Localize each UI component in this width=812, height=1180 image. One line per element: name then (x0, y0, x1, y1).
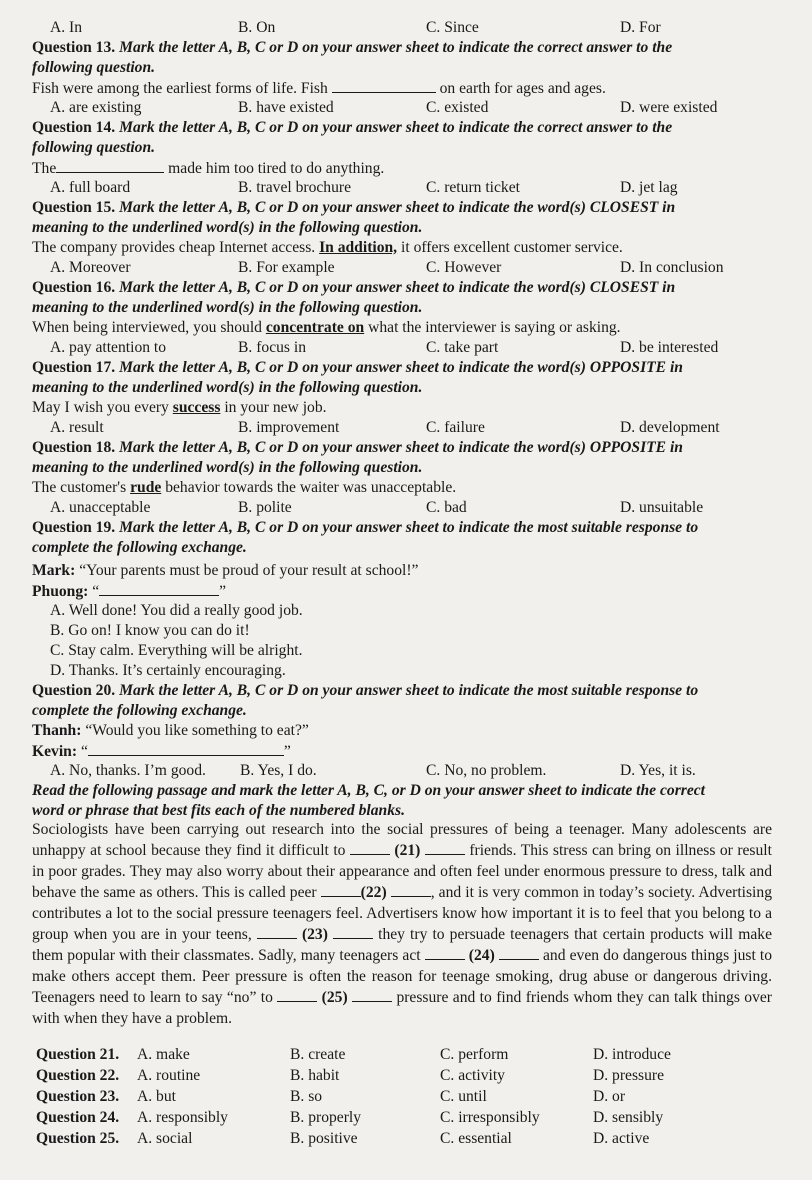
q13-option-b: B. have existed (238, 99, 334, 116)
q15-instruction: Question 15. Mark the letter A, B, C or D on your answer sheet to indicate the word(s) CLOSEST in (32, 199, 676, 216)
q17-option-d: D. development (620, 419, 720, 436)
reading-passage: Sociologists have been carrying out research into the social pressures of being a teenager. Many adolescents are unhappy at school because they find it difficult to (21) friends. This stress can bring on illness or result in poor grades. They may also worry about their appearance and often feel under enormous pressure to dress, talk and behave the same as others. This is called peer (22) , and it is very common in today’s society. Advertising contributes a lot to the social pressure teenagers feel. Advertisers know how important it is to feel that you belong to a group when you are in your teens, (23) they try to persuade teenagers that certain products will make them popular with their classmates. Sadly, many teenagers act (24) and even do dangerous things just to make others accept them. Peer pressure is often the reason for teenage smoking, drug abuse or dangerous driving. Teenagers need to learn to say “no” to (25) pressure and to find friends whom they can talk things over with when they have a problem. (32, 821, 773, 1027)
q16-instruction-cont: meaning to the underlined word(s) in the following question. (32, 299, 423, 316)
q19-instruction: Question 19. Mark the letter A, B, C or D on your answer sheet to indicate the most suitable response to (32, 519, 699, 536)
q19-option-a: A. Well done! You did a really good job. (50, 602, 303, 619)
blank-24: (24) (468, 947, 495, 965)
q16-option-a: A. pay attention to (50, 339, 167, 356)
q12-option-c: C. Since (426, 19, 479, 36)
q13-option-d: D. were existed (620, 99, 718, 116)
q14-stem: The made him too tired to do anything. (32, 160, 385, 177)
q14-option-d: D. jet lag (620, 179, 678, 196)
q12-option-a: A. In (50, 19, 83, 36)
q20-speaker1-line: Thanh: “Would you like something to eat?” (32, 722, 309, 739)
q16-instruction: Question 16. Mark the letter A, B, C or D on your answer sheet to indicate the word(s) CLOSEST in (32, 279, 676, 296)
q20-instruction: Question 20. Mark the letter A, B, C or D on your answer sheet to indicate the most suitable response to (32, 682, 699, 699)
q14-option-a: A. full board (50, 179, 131, 196)
q23-option-a: A. but (137, 1088, 176, 1105)
q24-option-c: C. irresponsibly (440, 1109, 540, 1126)
blank-25: (25) (321, 989, 348, 1007)
q20-option-d: D. Yes, it is. (620, 762, 696, 779)
q13-instruction-cont: following question. (32, 59, 156, 76)
q25-label: Question 25. (36, 1130, 120, 1147)
q24-option-b: B. properly (290, 1109, 362, 1126)
blank-23: (23) (301, 926, 328, 944)
q18-instruction: Question 18. Mark the letter A, B, C or D on your answer sheet to indicate the word(s) OPPOSITE in (32, 439, 683, 456)
passage-instruction: Read the following passage and mark the letter A, B, C, or D on your answer sheet to indicate the correct (32, 782, 706, 799)
q22-option-d: D. pressure (593, 1067, 665, 1084)
q12-option-d: D. For (620, 19, 661, 36)
q21-label: Question 21. (36, 1046, 120, 1063)
q19-speaker2-line: Phuong: “ ” (32, 583, 227, 600)
q18-instruction-cont: meaning to the underlined word(s) in the following question. (32, 459, 423, 476)
q15-option-b: B. For example (238, 259, 335, 276)
q23-option-c: C. until (440, 1088, 487, 1105)
q19-option-c: C. Stay calm. Everything will be alright. (50, 642, 303, 659)
q16-option-d: D. be interested (620, 339, 719, 356)
q17-option-a: A. result (50, 419, 104, 436)
q12-option-b: B. On (238, 19, 276, 36)
q14-option-c: C. return ticket (426, 179, 520, 196)
q17-option-b: B. improvement (238, 419, 340, 436)
q13-option-a: A. are existing (50, 99, 142, 116)
q17-option-c: C. failure (426, 419, 485, 436)
q18-option-a: A. unacceptable (50, 499, 151, 516)
q20-option-c: C. No, no problem. (426, 762, 547, 779)
q21-option-d: D. introduce (593, 1046, 671, 1063)
q25-option-b: B. positive (290, 1130, 358, 1147)
blank-21: (21) (394, 842, 421, 860)
q23-option-b: B. so (290, 1088, 323, 1105)
q19-option-d: D. Thanks. It’s certainly encouraging. (50, 662, 286, 679)
q20-option-a: A. No, thanks. I’m good. (50, 762, 206, 779)
q23-label: Question 23. (36, 1088, 120, 1105)
q17-instruction-cont: meaning to the underlined word(s) in the following question. (32, 379, 423, 396)
q18-option-c: C. bad (426, 499, 467, 516)
passage-instruction-cont: word or phrase that best fits each of the numbered blanks. (32, 802, 405, 819)
q14-option-b: B. travel brochure (238, 179, 352, 196)
q15-stem: The company provides cheap Internet access. In addition, it offers excellent customer service. (32, 239, 623, 256)
blank-22: (22) (360, 884, 387, 902)
q17-stem: May I wish you every success in your new job. (32, 399, 327, 416)
q16-stem: When being interviewed, you should concentrate on what the interviewer is saying or asking. (32, 319, 621, 336)
q21-option-c: C. perform (440, 1046, 509, 1063)
q13-stem: Fish were among the earliest forms of life. Fish on earth for ages and ages. (32, 80, 606, 97)
q16-option-b: B. focus in (238, 339, 307, 356)
q21-option-a: A. make (137, 1046, 190, 1063)
q24-label: Question 24. (36, 1109, 120, 1126)
q15-instruction-cont: meaning to the underlined word(s) in the following question. (32, 219, 423, 236)
q13-option-c: C. existed (426, 99, 489, 116)
q22-option-b: B. habit (290, 1067, 340, 1084)
q19-instruction-cont: complete the following exchange. (32, 539, 247, 556)
q24-option-a: A. responsibly (137, 1109, 228, 1126)
q24-option-d: D. sensibly (593, 1109, 664, 1126)
q25-option-c: C. essential (440, 1130, 512, 1147)
q18-stem: The customer's rude behavior towards the waiter was unacceptable. (32, 479, 457, 496)
q14-instruction-cont: following question. (32, 139, 156, 156)
q22-option-c: C. activity (440, 1067, 505, 1084)
q16-option-c: C. take part (426, 339, 499, 356)
q15-option-a: A. Moreover (50, 259, 131, 276)
q15-option-c: C. However (426, 259, 502, 276)
q18-option-d: D. unsuitable (620, 499, 704, 516)
q20-speaker2-line: Kevin: “ ” (32, 743, 291, 760)
q25-option-d: D. active (593, 1130, 650, 1147)
q21-option-b: B. create (290, 1046, 346, 1063)
q20-option-b: B. Yes, I do. (240, 762, 317, 779)
q13-instruction: Question 13. Mark the letter A, B, C or D on your answer sheet to indicate the correct answer to the (32, 39, 673, 56)
q22-option-a: A. routine (137, 1067, 201, 1084)
q20-instruction-cont: complete the following exchange. (32, 702, 247, 719)
q18-option-b: B. polite (238, 499, 292, 516)
q17-instruction: Question 17. Mark the letter A, B, C or D on your answer sheet to indicate the word(s) OPPOSITE in (32, 359, 683, 376)
q23-option-d: D. or (593, 1088, 626, 1105)
q22-label: Question 22. (36, 1067, 120, 1084)
q25-option-a: A. social (137, 1130, 193, 1147)
q15-option-d: D. In conclusion (620, 259, 724, 276)
q19-speaker1-line: Mark: “Your parents must be proud of your result at school!” (32, 562, 419, 579)
q19-option-b: B. Go on! I know you can do it! (50, 622, 250, 639)
q14-instruction: Question 14. Mark the letter A, B, C or D on your answer sheet to indicate the correct answer to the (32, 119, 673, 136)
